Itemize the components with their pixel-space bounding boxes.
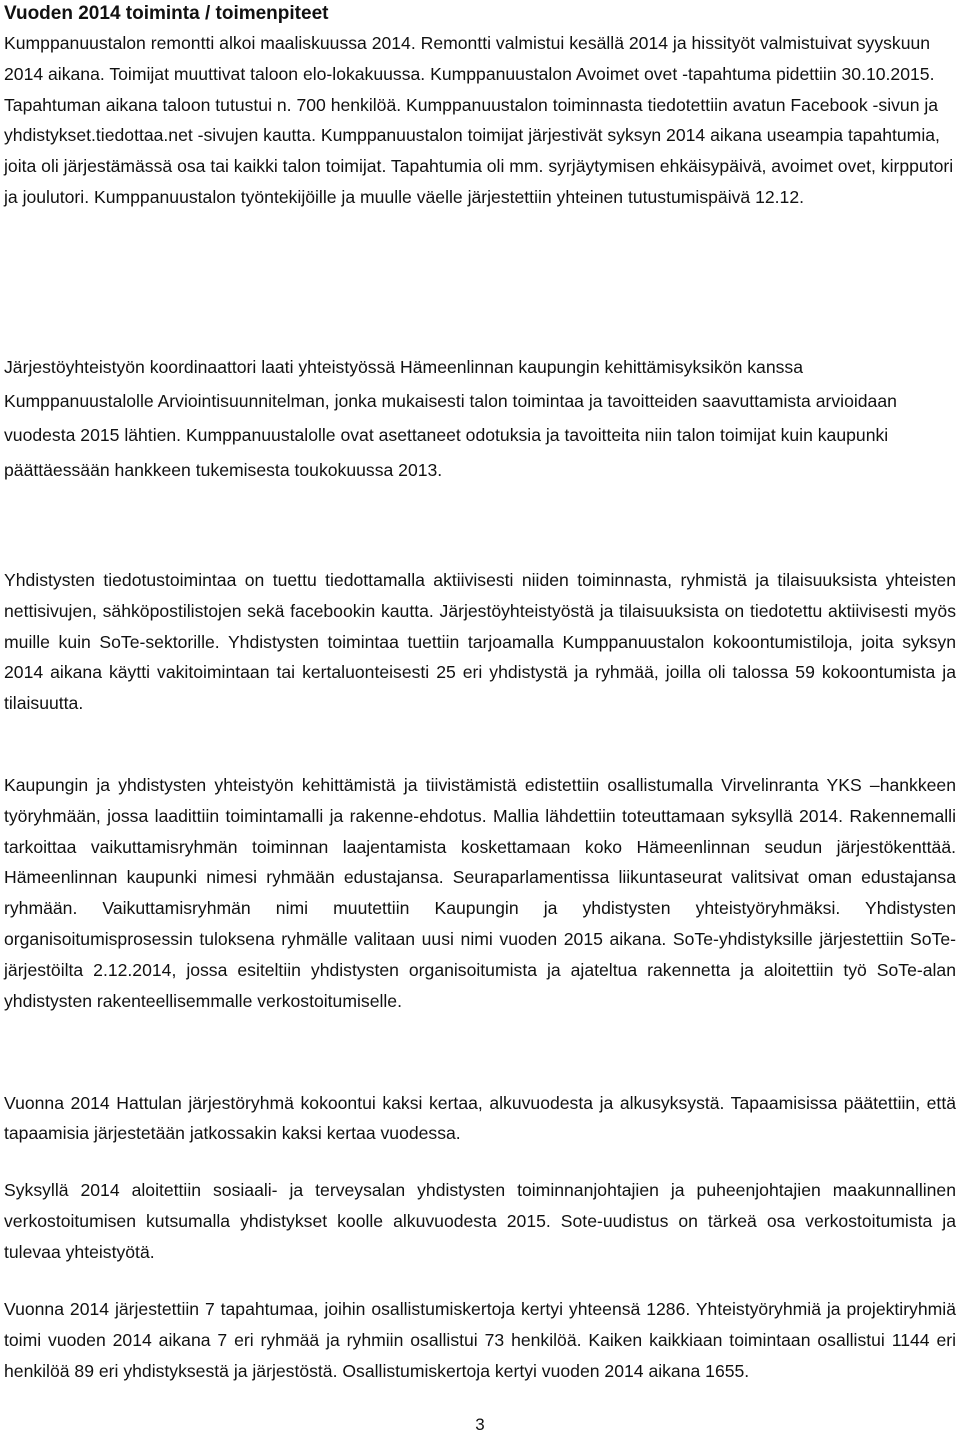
paragraph-cooperation: Kaupungin ja yhdistysten yhteistyön kehittämistä ja tiivistämistä edistettiin osallistumalla Virvelinranta YKS –hankkeen työryhmään, jossa laadittiin toimintamalli ja rakenne-ehdotus. Mallia lähdettiin toteuttamaan syksyllä 2014. Rakennemalli tarkoittaa vaikuttamisryhmän toiminnan laajentamista koskettamaan koko Hämeenlinnan seudun järjestökenttää. Hämeenlinnan kaupunki nimesi ryhmään edustajansa. Seuraparlamentissa liikuntaseurat valitsivat oman edustajansa ryhmään. Vaikuttamisryhmän nimi muutettiin Kaupungin ja yhdistysten yhteistyöryhmäksi. Yhdistysten organisoitumisprosessin tuloksena ryhmälle valitaan uusi nimi vuoden 2015 aikana. SoTe-yhdistyksille järjestettiin SoTe-järjestöilta 2.12.2014, jossa esiteltiin yhdistysten organisoitumista ja ajateltua rakennetta ja aloitettiin työ SoTe-alan yhdistysten rakenteellisemmalle verkostoitumiselle. (4, 775, 956, 1011)
paragraph-evaluation-plan: Järjestöyhteistyön koordinaattori laati yhteistyössä Hämeenlinnan kaupungin kehittämisyksikön kanssa Kumppanuustalolle Arviointisuunnitelman, jonka mukaisesti talon toimintaa ja tavoitteiden saavuttamista arvioidaan vuodesta 2015 lähtien. Kumppanuustalolle ovat asettaneet odotuksia ja tavoitteita niin talon toimijat kuin kaupunki päättäessään hankkeen tukemisesta toukokuussa 2013. (4, 357, 897, 480)
section-heading: Vuoden 2014 toiminta / toimenpiteet (4, 3, 329, 24)
paragraph-hattula-group: Vuonna 2014 Hattulan järjestöryhmä kokoontui kaksi kertaa, alkuvuodesta ja alkusyksystä. Tapaamisissa päätettiin, että tapaamisia järjestetään jatkossakin kaksi kertaa vuodessa. (4, 1093, 956, 1144)
page-number: 3 (475, 1415, 485, 1434)
paragraph-networking: Syksyllä 2014 aloitettiin sosiaali- ja terveysalan yhdistysten toiminnanjohtajien ja puheenjohtajien maakunnallinen verkostoitumisen kutsumalla yhdistykset koolle alkuvuodesta 2015. Sote-uudistus on tärkeä osa verkostoitumista ja tulevaa yhteistyötä. (4, 1180, 956, 1263)
paragraph-renovation: Kumppanuustalon remontti alkoi maaliskuussa 2014. Remontti valmistui kesällä 2014 ja hissityöt valmistuivat syyskuun 2014 aikana. Toimijat muuttivat taloon elo-lokakuussa. Kumppanuustalon Avoimet ovet -tapahtuma pidettiin 30.10.2015. Tapahtuman aikana taloon tutustui n. 700 henkilöä. Kumppanuustalon toiminnasta tiedotettiin avatun Facebook -sivun ja yhdistykset.tiedottaa.net -sivujen kautta. Kumppanuustalon toimijat järjestivät syksyn 2014 aikana useampia tapahtumia, joita oli järjestämässä osa tai kaikki talon toimijat. Tapahtumia oli mm. syrjäytymisen ehkäisypäivä, avoimet ovet, kirpputori ja joulutori. Kumppanuustalon työntekijöille ja muulle väelle järjestettiin yhteinen tutustumispäivä 12.12. (4, 33, 954, 207)
paragraph-statistics: Vuonna 2014 järjestettiin 7 tapahtumaa, joihin osallistumiskertoja kertyi yhteensä 1286. Yhteistyöryhmiä ja projektiryhmiä toimi vuoden 2014 aikana 7 eri ryhmää ja ryhmiin osallistui 73 henkilöä. Kaiken kaikkiaan toimintaan osallistui 1144 eri henkilöä 89 eri yhdistyksestä ja järjestöstä. Osallistumiskertoja kertyi vuoden 2014 aikana 1655. (4, 1299, 956, 1381)
paragraph-communications: Yhdistysten tiedotustoimintaa on tuettu tiedottamalla aktiivisesti niiden toiminnasta, ryhmistä ja tilaisuuksista yhteisten nettisivujen, sähköpostilistojen sekä facebookin kautta. Järjestöyhteistyöstä ja tilaisuuksista on tiedotettu aktiivisesti myös muille kuin SoTe-sektorille. Yhdistysten toimintaa tuettiin tarjoamalla Kumppanuustalon kokoontumistiloja, joita syksyn 2014 aikana käytti vakitoimintaan tai kertaluonteisesti 25 eri yhdistystä ja ryhmää, joilla oli talossa 59 kokoontumista ja tilaisuutta. (4, 570, 956, 714)
